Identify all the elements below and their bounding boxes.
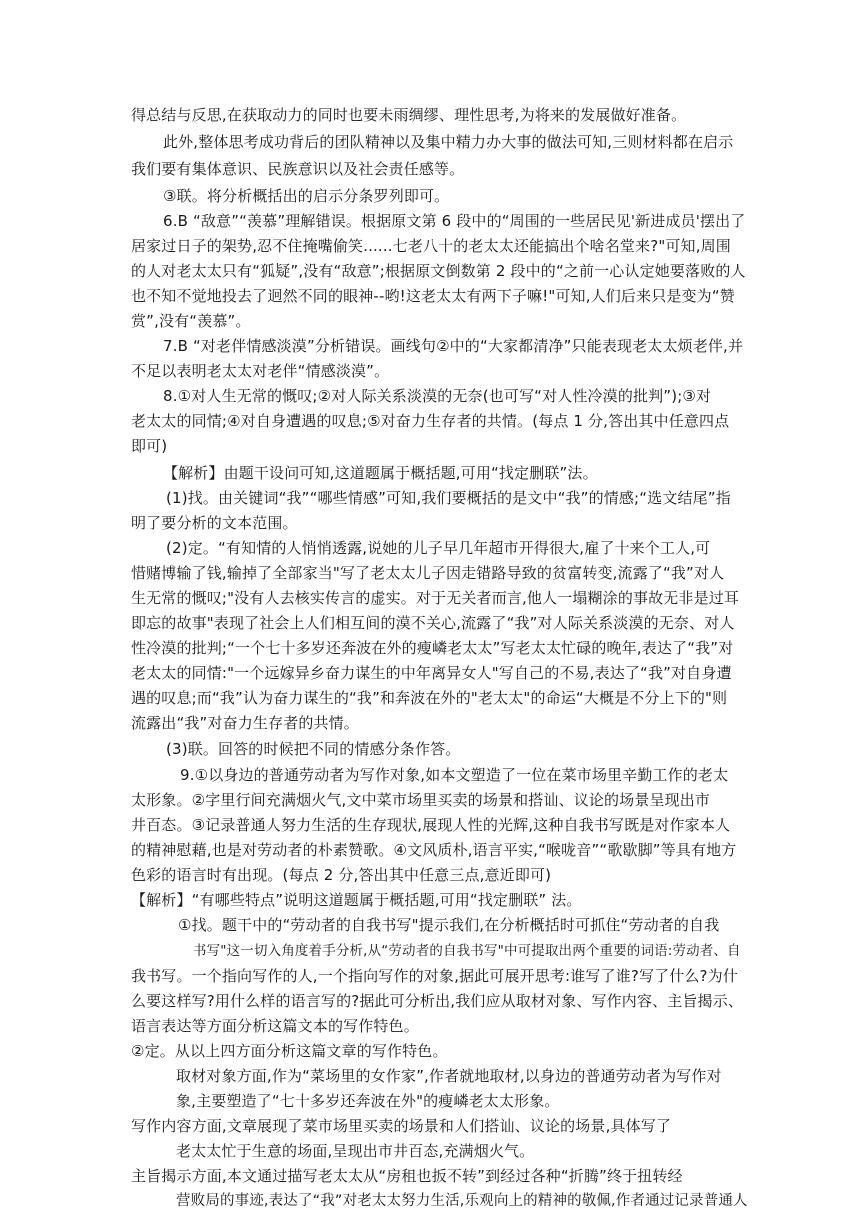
text-line: 老太太的同情:"一个远嫁异乡奋力谋生的中年离异女人"写自己的不易,表达了“我”对自身遭 — [131, 664, 732, 682]
text-line: 【解析】由题干设问可知,这道题属于概括题,可用“找定删联”法。 — [163, 464, 598, 482]
text-line: 写作内容方面,文章展现了菜市场里买卖的场景和人们搭讪、议论的场景,具体写了 — [131, 1117, 672, 1135]
text-line: 性冷漠的批判;“一个七十多岁还奔波在外的瘦嶙老太太”写老太太忙碌的晚年,表达了“我”对 — [131, 639, 734, 657]
text-line: 8.①对人生无常的慨叹;②对人际关系淡漠的无奈(也可写“对人性冷漠的批判”);③对 — [163, 387, 712, 405]
text-line: (2)定。“有知情的人悄悄透露,说她的儿子早几年超市开得很大,雇了十来个工人,可 — [166, 539, 711, 557]
text-line: 取材对象方面,作为“菜场里的女作家”,作者就地取材,以身边的普通劳动者为写作对 — [176, 1067, 722, 1085]
text-line: 居家过日子的架势,忍不住掩嘴偷笑......七老八十的老太太还能搞出个啥名堂来?"可知,周围 — [131, 237, 731, 255]
text-line: 营败局的事迹,表达了“我”对老太太努力生活,乐观向上的精神的敬佩,作者通过记录普通人 — [176, 1193, 748, 1209]
text-line: ②定。从以上四方面分析这篇文章的写作特色。 — [131, 1042, 448, 1060]
text-line: 主旨揭示方面,本文通过描写老太太从“房租也扳不转”到经过各种“折腾”终于扭转经 — [131, 1167, 683, 1185]
text-line: 流露出“我”对奋力生存者的共情。 — [131, 714, 359, 732]
text-line: 7.B “对老伴情感淡漠”分析错误。画线句②中的“大家都清净”只能表现老太太烦老伴,并 — [163, 337, 744, 355]
text-line: (1)找。由关键词“我”“哪些情感”可知,我们要概括的是文中“我”的情感;“选文结尾”指 — [166, 489, 731, 507]
text-line: 我们要有集体意识、民族意识以及社会责任感等。 — [131, 160, 465, 178]
text-line: 即忘的故事"表现了社会上人们相互间的漠不关心,流露了“我”对人际关系淡漠的无奈、对人 — [131, 614, 735, 632]
text-line: 此外,整体思考成功背后的团队精神以及集中精力办大事的做法可知,三则材料都在启示 — [163, 133, 734, 151]
text-line: 明了要分析的文本范围。 — [131, 514, 298, 532]
text-line: 不足以表明老太太对老伴“情感淡漠”。 — [131, 362, 390, 380]
text-line: (3)联。回答的时候把不同的情感分条作答。 — [166, 740, 461, 758]
text-line: 老太太的同情;④对自身遭遇的叹息;⑤对奋力生存者的共情。(每点 1 分,答出其中任意四点 — [131, 412, 730, 430]
text-line: ①找。题干中的“劳动者的自我书写"提示我们,在分析概括时可抓住“劳动者的自我 — [178, 916, 720, 934]
text-line: ③联。将分析概括出的启示分条罗列即可。 — [163, 187, 450, 205]
text-line: 我书写。一个指向写作的人,一个指向写作的对象,据此可展开思考:谁写了谁?写了什么?为什 — [131, 967, 738, 985]
text-line: 赏”,没有“羡慕”。 — [131, 312, 251, 330]
text-line: 色彩的语言时有出现。(每点 2 分,答出其中任意三点,意近即可) — [131, 866, 552, 884]
text-line: 书写"这一切入角度着手分析,从“劳动者的自我书写"中可提取出两个重要的词语:劳动者、自 — [193, 943, 741, 959]
text-line: 的精神慰藉,也是对劳动者的朴素赞歌。④文风质朴,语言平实,“喉咙音”“歌歇脚”等具有地方 — [131, 841, 737, 859]
text-line: 即可) — [131, 437, 168, 455]
text-line: 么要这样写?用什么样的语言写的?据此可分析出,我们应从取材对象、写作内容、主旨揭示、 — [131, 992, 743, 1010]
text-line: 太形象。②字里行间充满烟火气,文中菜市场里买卖的场景和搭讪、议论的场景呈现出市 — [131, 791, 711, 809]
text-line: 9.①以身边的普通劳动者为写作对象,如本文塑造了一位在菜市场里辛勤工作的老太 — [180, 766, 729, 784]
text-line: 遇的叹息;而“我”认为奋力谋生的“我”和奔波在外的"老太太"的命运“大概是不分上下的"则 — [131, 689, 728, 707]
text-line: 语言表达等方面分析这篇文本的写作特色。 — [131, 1017, 419, 1035]
text-line: 惜赌博输了钱,输掉了全部家当"写了老太太儿子因走错路导致的贫富转变,流露了“我”对人 — [131, 564, 725, 582]
text-line: 6.B “敌意”“羡慕”理解错误。根据原文第 6 段中的“周围的一些居民见'新进成员'摆出了 — [163, 212, 746, 230]
text-line: 井百态。③记录普通人努力生活的生存现状,展现人性的光辉,这种自我书写既是对作家本人 — [131, 816, 731, 834]
text-line: 生无常的慨叹;"没有人去核实传言的虚实。对于无关者而言,他人一塌糊涂的事故无非是过耳 — [131, 589, 740, 607]
text-line: 也不知不觉地投去了迥然不同的眼神--哟!这老太太有两下子嘛!"可知,人们后来只是变为“赞 — [131, 287, 735, 305]
text-line: 【解析】“有哪些特点”说明这道题属于概括题,可用“找定删联” 法。 — [131, 891, 582, 909]
text-line: 得总结与反思,在获取动力的同时也要未雨绸缪、理性思考,为将来的发展做好准备。 — [131, 106, 687, 124]
text-line: 老太太忙于生意的场面,呈现出市井百态,充满烟火气。 — [176, 1142, 535, 1160]
text-line: 象,主要塑造了“七十多岁还奔波在外"的瘦嶙老太太形象。 — [176, 1092, 560, 1110]
text-line: 的人对老太太只有“狐疑”,没有“敌意”;根据原文倒数第 2 段中的“之前一心认定她要落败的人 — [131, 262, 746, 280]
